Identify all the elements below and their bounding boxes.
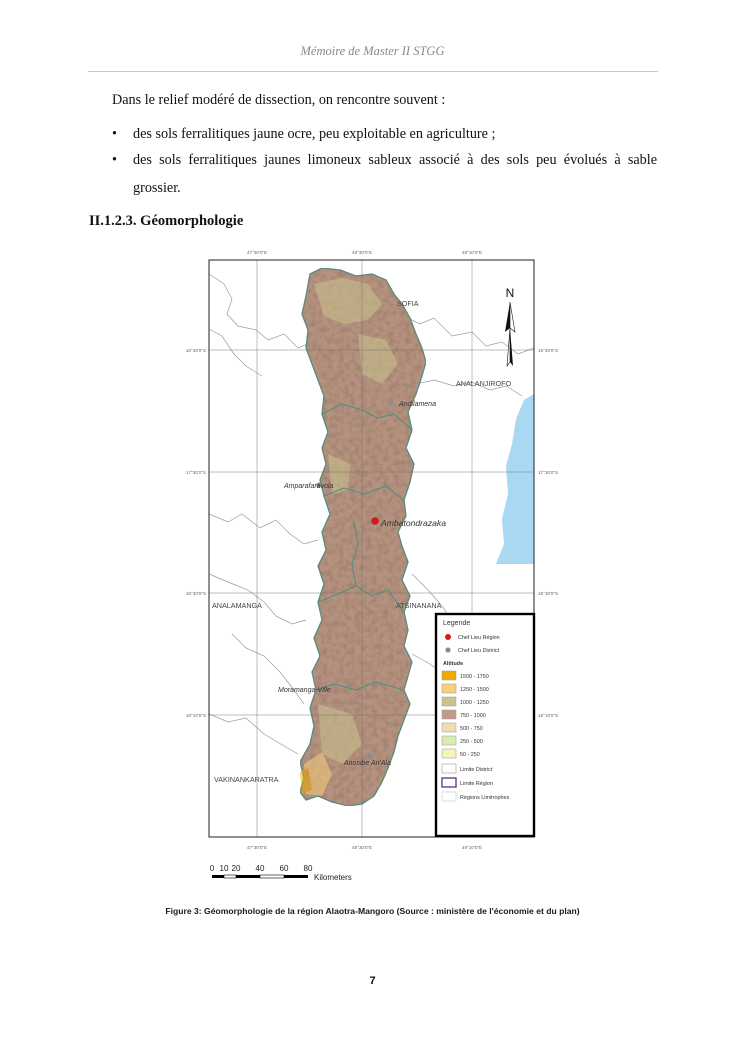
district-capital-marker (367, 753, 372, 758)
scale-tick-label: 80 (303, 864, 313, 873)
section-heading: II.1.2.3. Géomorphologie (89, 213, 244, 229)
graticule-left-label: 16°40'0"S (185, 348, 206, 353)
graticule-top-label: 49°10'0"E (461, 250, 483, 255)
region-label: ANALAMANGA (212, 601, 262, 610)
geomorphology-map (172, 244, 567, 886)
graticule-left-label: 19°10'0"S (185, 713, 206, 718)
bullet-symbol: • (112, 126, 117, 142)
graticule-top-label: 48°30'0"E (351, 250, 373, 255)
legend-altitude-swatch (442, 697, 456, 706)
map-legend (436, 614, 534, 836)
graticule-right-label: 18°30'0"S (538, 591, 559, 596)
intro-paragraph: Dans le relief modéré de dissection, on rencontre souvent : (112, 92, 446, 108)
legend-altitude-label: 750 - 1000 (460, 713, 486, 719)
legend-district-capital-icon (445, 647, 450, 652)
legend-altitude-label: 1000 - 1250 (460, 700, 489, 706)
graticule-bottom-label: 47°30'0"E (246, 845, 268, 850)
legend-altitude-label: 1250 - 1500 (460, 687, 489, 693)
scale-tick-label: 40 (255, 864, 265, 873)
scale-tick-label: 20 (231, 864, 241, 873)
legend-altitude-label: 500 - 750 (460, 726, 483, 732)
town-label: Ambatondrazaka (381, 518, 446, 528)
legend-region-limit-swatch (442, 778, 456, 787)
legend-altitude-swatch (442, 684, 456, 693)
running-header: Mémoire de Master II STGG (300, 44, 445, 58)
graticule-right-label: 16°40'0"S (538, 348, 559, 353)
region-label: ANALANJIROFO (456, 379, 512, 388)
graticule-bottom-label: 48°30'0"E (351, 845, 373, 850)
district-capital-marker (388, 400, 393, 405)
town-label: Andilamena (399, 401, 436, 408)
legend-neighbour-swatch (442, 792, 456, 801)
town-label: Amparafaravola (284, 483, 334, 490)
legend-altitude-swatch (442, 723, 456, 732)
district-capital-marker (347, 682, 352, 687)
page-number: 7 (369, 975, 376, 987)
bullet-text: des sols ferralitiques jaune ocre, peu exploitable en agriculture ; (133, 126, 496, 142)
legend-label: Régions Limitrophes (460, 795, 510, 801)
legend-label: Limite District (460, 767, 493, 773)
region-label: SOFIA (397, 299, 419, 308)
legend-label: Limite Région (460, 781, 493, 787)
bullet-text: des sols ferralitiques jaunes limoneux sableux associé à des sols peu évolués à sable grossier. (133, 152, 657, 196)
scale-bar (210, 864, 352, 882)
graticule-left-label: 18°30'0"S (185, 591, 206, 596)
legend-altitude-swatch (442, 749, 456, 758)
scale-unit: Kilometers (314, 873, 352, 882)
scale-tick-label: 0 (209, 864, 215, 873)
graticule-top-label: 47°30'0"E (246, 250, 268, 255)
bullet-symbol: • (112, 152, 117, 168)
legend-district-limit-swatch (442, 764, 456, 773)
region-capital-marker (371, 517, 379, 525)
legend-altitude-swatch (442, 736, 456, 745)
graticule-bottom-label: 49°10'0"E (461, 845, 483, 850)
legend-label: Chef Lieu District (458, 648, 500, 654)
legend-altitude-label: 250 - 500 (460, 739, 483, 745)
legend-region-capital-icon (445, 634, 451, 640)
legend-altitude-title: Altitude (443, 661, 464, 667)
legend-title: Legende (443, 620, 471, 627)
figure-caption: Figure 3: Géomorphologie de la région Alaotra-Mangoro (Source : ministère de l'économie et du plan) (165, 906, 580, 916)
graticule-right-label: 19°10'0"S (538, 713, 559, 718)
north-label: N (505, 286, 515, 300)
region-label: ATSINANANA (396, 601, 442, 610)
legend-altitude-label: 1500 - 1750 (460, 674, 489, 680)
legend-label: Chef Lieu Région (458, 635, 500, 641)
legend-altitude-swatch (442, 671, 456, 680)
legend-altitude-label: 50 - 250 (460, 752, 480, 758)
town-label: Anosibe An'Ala (344, 760, 391, 767)
header-rule (88, 71, 658, 72)
town-label: Moramanga-Ville (278, 687, 331, 694)
graticule-left-label: 17°30'0"S (185, 470, 206, 475)
legend-altitude-swatch (442, 710, 456, 719)
scale-tick-label: 60 (279, 864, 289, 873)
scale-tick-label: 10 (219, 864, 229, 873)
graticule-right-label: 17°30'0"S (538, 470, 559, 475)
region-label: VAKINANKARATRA (214, 775, 279, 784)
